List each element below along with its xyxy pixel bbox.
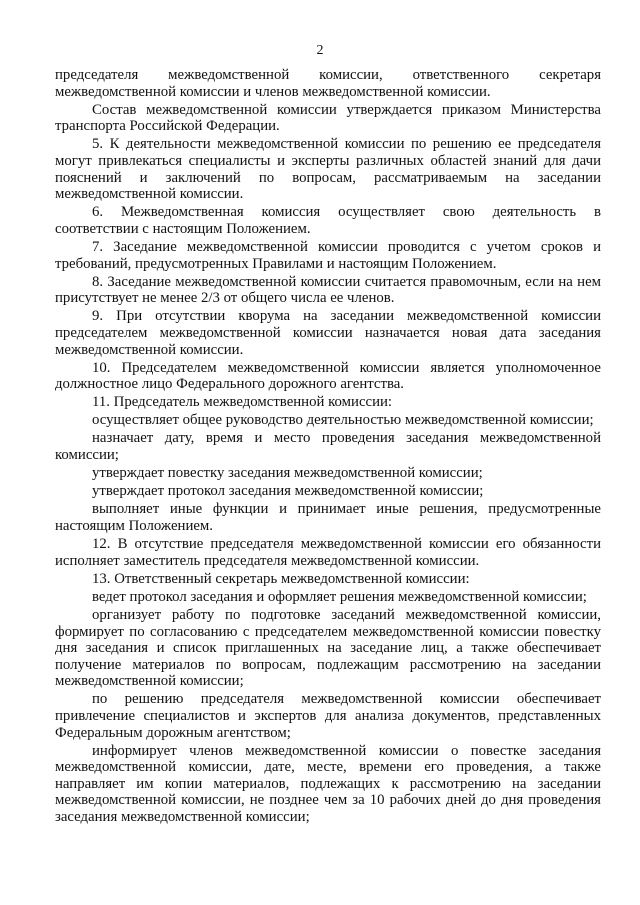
paragraph-continuation: председателя межведомственной комиссии, ответственного секретаря межведомственной комиссии и членов межведомственной комиссии.: [55, 67, 601, 100]
paragraph-item-5: 5. К деятельности межведомственной комиссии по решению ее председателя могут привлекаться специалисты и эксперты различных областей знаний для дачи пояснений и заключений по вопросам, рассматриваемым на заседании межведомственной комиссии.: [55, 136, 601, 203]
paragraph-chair-duty: утверждает протокол заседания межведомственной комиссии;: [92, 483, 484, 500]
page-number: 2: [316, 43, 324, 58]
paragraph-item-6: 6. Межведомственная комиссия осуществляет свою деятельность в соответствии с настоящим Положением.: [55, 204, 601, 237]
paragraph-chair-duty: назначает дату, время и место проведения заседания межведомственной комиссии;: [55, 430, 601, 464]
paragraph-item-13: 13. Ответственный секретарь межведомственной комиссии:: [92, 570, 470, 587]
paragraph-item-10: 10. Председателем межведомственной комиссии является уполномоченное должностное лицо Федерального дорожного агентства.: [55, 359, 601, 393]
paragraph-chair-duty: выполняет иные функции и принимает иные решения, предусмотренные настоящим Положением.: [55, 501, 601, 534]
paragraph-composition: Состав межведомственной комиссии утверждается приказом Министерства транспорта Российской Федерации.: [55, 101, 601, 135]
paragraph-item-11: 11. Председатель межведомственной комиссии:: [92, 394, 393, 411]
paragraph-item-7: 7. Заседание межведомственной комиссии проводится с учетом сроков и требований, предусмотренных Правилами и настоящим Положением.: [55, 238, 601, 272]
paragraph-item-9: 9. При отсутствии кворума на заседании межведомственной комиссии председателем межведомственной комиссии назначается новая дата заседания межведомственной комиссии.: [55, 308, 601, 358]
paragraph-chair-duty: утверждает повестку заседания межведомственной комиссии;: [92, 465, 483, 482]
document-body: [55, 67, 601, 827]
paragraph-chair-duty: осуществляет общее руководство деятельностью межведомственной комиссии;: [92, 412, 594, 429]
paragraph-secretary-duty: организует работу по подготовке заседаний межведомственной комиссии, формирует по согласованию с председателем межведомственной комиссии повестку дня заседания и список приглашенных на заседание лиц, а также обеспечивает получение материалов по вопросам, подлежащим рассмотрению на заседании межведомственной комиссии;: [55, 606, 601, 690]
paragraph-secretary-duty: ведет протокол заседания и оформляет решения межведомственной комиссии;: [92, 588, 587, 605]
paragraph-item-12: 12. В отсутствие председателя межведомственной комиссии его обязанности исполняет заместитель председателя межведомственной комиссии.: [55, 536, 601, 569]
paragraph-secretary-duty: по решению председателя межведомственной комиссии обеспечивает привлечение специалистов и экспертов для анализа документов, представленных Федеральным дорожным агентством;: [55, 691, 601, 741]
paragraph-item-8: 8. Заседание межведомственной комиссии считается правомочным, если на нем присутствует не менее 2/3 от общего числа ее членов.: [55, 273, 601, 307]
paragraph-secretary-duty: информирует членов межведомственной комиссии о повестке заседания межведомственной комиссии, дате, месте, времени его проведения, а также направляет им копии материалов, подлежащих к рассмотрению на заседании межведомственной комиссии, не позднее чем за 10 рабочих дней до дня проведения заседания межведомственной комиссии;: [55, 742, 601, 826]
